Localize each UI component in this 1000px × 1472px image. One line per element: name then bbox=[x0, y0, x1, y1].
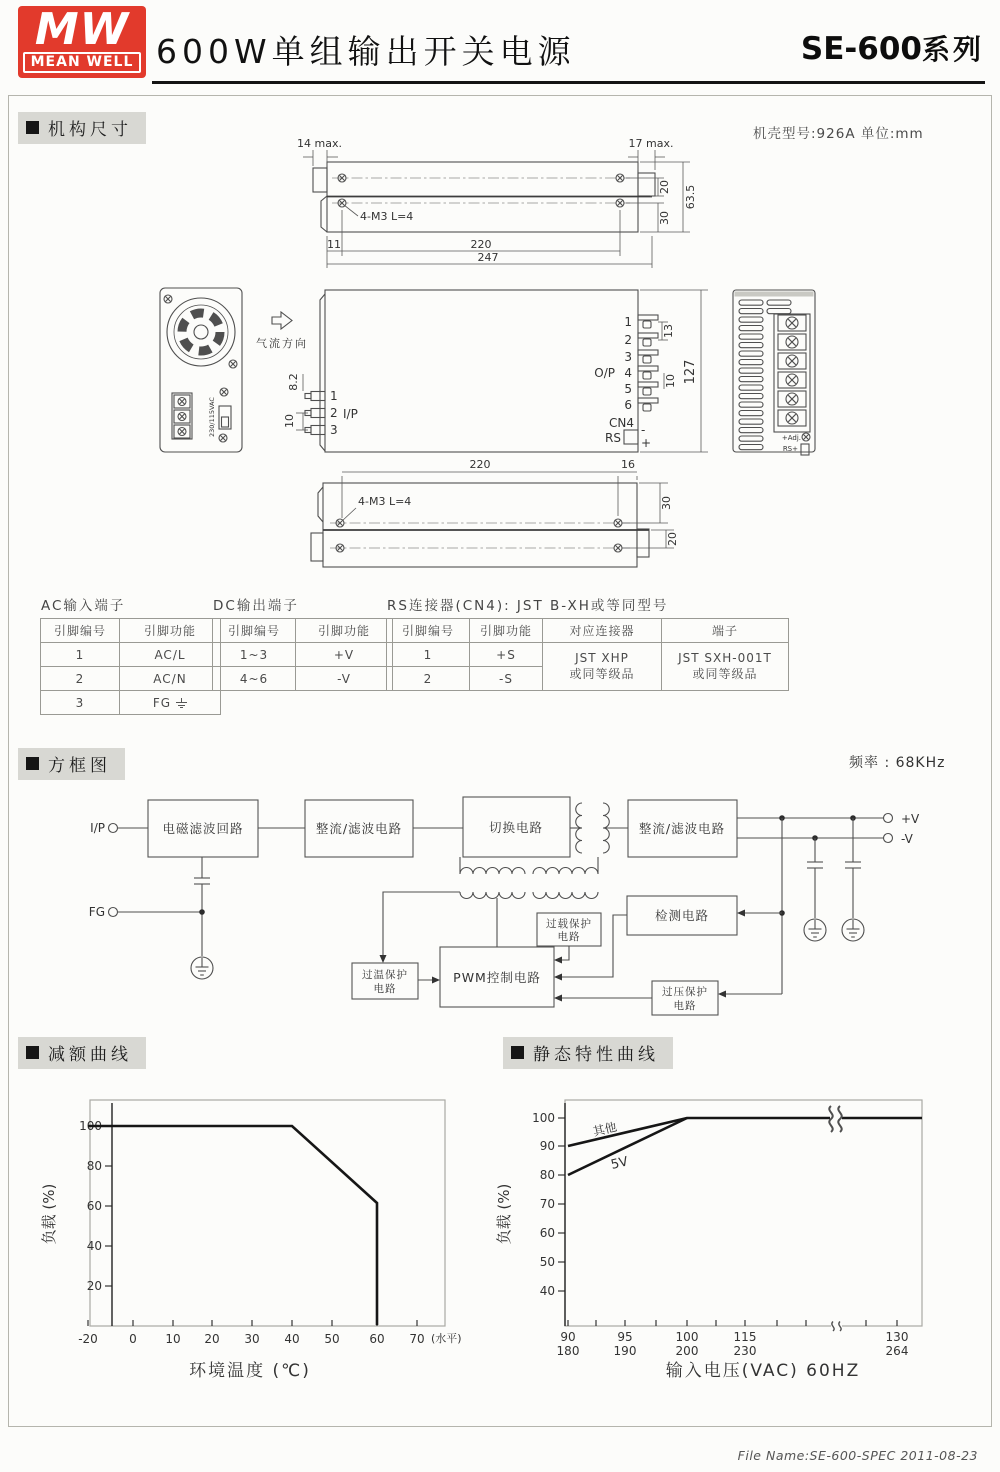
y-tick: 20 bbox=[86, 1279, 102, 1293]
rs-connector-table bbox=[386, 594, 789, 691]
dim-127: 127 bbox=[683, 359, 698, 385]
dim-30: 30 bbox=[658, 211, 671, 225]
y-tick: 50 bbox=[539, 1255, 555, 1269]
y-axis-label: 负载 (%) bbox=[495, 1183, 513, 1245]
screw-icon bbox=[219, 434, 227, 442]
screw-icon bbox=[614, 519, 622, 527]
section-square-icon bbox=[511, 1046, 524, 1059]
table-title: AC输入端子 bbox=[41, 598, 126, 614]
ac-input-table bbox=[40, 594, 221, 715]
dim-14max: 14 max. bbox=[297, 137, 342, 150]
table-title: RS连接器(CN4): JST B-XH或等同型号 bbox=[387, 598, 669, 614]
x-tick: 20 bbox=[204, 1332, 220, 1346]
ip-pin-2: 2 bbox=[330, 406, 338, 420]
airflow-annotation bbox=[256, 312, 308, 350]
title-underline bbox=[152, 81, 985, 84]
fg-capacitor-ground bbox=[191, 857, 213, 979]
transformer-icon bbox=[570, 803, 628, 853]
x-tick: 10 bbox=[165, 1332, 181, 1346]
x-tick-230: 180 bbox=[556, 1344, 580, 1358]
earth-ground-icon bbox=[842, 919, 864, 941]
x-tick-115: 130 bbox=[885, 1330, 909, 1344]
dim-17max: 17 max. bbox=[628, 137, 674, 150]
terminal-cell: JST SXH-001T 或同等级品 bbox=[662, 643, 789, 691]
derating-curve bbox=[88, 1126, 377, 1325]
y-tick: 40 bbox=[86, 1239, 102, 1253]
adj-label: +Adj. bbox=[781, 434, 801, 442]
vplus-label: +V bbox=[901, 812, 920, 826]
dim-11: 11 bbox=[327, 238, 341, 251]
screw-icon bbox=[164, 295, 172, 303]
screw-callout: 4-M3 L=4 bbox=[358, 495, 412, 508]
series-label-others: 其他 bbox=[591, 1119, 619, 1139]
table-row: 2 AC/N bbox=[41, 667, 221, 691]
block-label: 电路 bbox=[373, 983, 397, 995]
table-title: DC输出端子 bbox=[213, 598, 299, 614]
cn4-label: CN4 bbox=[609, 416, 634, 430]
file-name-footer: File Name:SE-600-SPEC 2011-08-23 bbox=[737, 1448, 978, 1463]
terminal-screw-icon bbox=[178, 428, 186, 436]
mechanical-drawing bbox=[0, 95, 1000, 595]
connector-cell: JST XHP 或同等级品 bbox=[543, 643, 662, 691]
col-header: 引脚功能 bbox=[296, 619, 393, 643]
series-suffix: 系列 bbox=[921, 33, 984, 66]
rs-minus: - bbox=[641, 423, 646, 437]
frequency-note: 频率 : 68KHz bbox=[849, 755, 946, 771]
dim-20: 20 bbox=[658, 180, 671, 194]
rectifier-filter-block-2 bbox=[628, 800, 737, 857]
rs-connector bbox=[624, 430, 638, 444]
section-title: 减额曲线 bbox=[48, 1045, 132, 1065]
ground-icon bbox=[176, 698, 187, 708]
screw-icon bbox=[220, 388, 228, 396]
static-curve-chart bbox=[495, 1100, 922, 1381]
ip-pin-1: 1 bbox=[330, 389, 338, 403]
dim-13: 13 bbox=[662, 324, 675, 338]
op-pin-4: 4 bbox=[624, 366, 632, 380]
ovp-block bbox=[652, 981, 718, 1015]
dim-63-5: 63.5 bbox=[684, 184, 697, 210]
y-tick: 80 bbox=[539, 1168, 555, 1182]
terminal-screw-icon bbox=[178, 413, 186, 421]
block-label: 电路 bbox=[557, 931, 581, 943]
block-label: 检测电路 bbox=[654, 908, 710, 923]
col-header: 引脚功能 bbox=[470, 619, 543, 643]
dim-8-2: 8.2 bbox=[287, 373, 300, 391]
emi-filter-block bbox=[148, 800, 258, 857]
op-pin-6: 6 bbox=[624, 398, 632, 412]
block-label: 过载保护 bbox=[546, 918, 592, 930]
series-label-5v: 5V bbox=[609, 1154, 630, 1173]
page-title: 600W单组输出开关电源 bbox=[156, 32, 576, 71]
rs-plus: + bbox=[641, 436, 652, 450]
dim-220-bottom: 220 bbox=[469, 458, 491, 471]
section-title: 方框图 bbox=[48, 756, 111, 776]
table-row: 1~3 +V bbox=[213, 643, 393, 667]
x-tick: -20 bbox=[78, 1332, 98, 1346]
x-tick: 70 bbox=[409, 1332, 425, 1346]
top-view bbox=[297, 137, 697, 268]
screw-callout: 4-M3 L=4 bbox=[360, 210, 414, 223]
section-title: 机构尺寸 bbox=[48, 120, 132, 140]
col-header: 引脚功能 bbox=[120, 619, 221, 643]
y-tick: 60 bbox=[86, 1199, 102, 1213]
x-tick-230: 190 bbox=[613, 1344, 637, 1358]
fan-side-view bbox=[160, 288, 242, 452]
dim-16: 16 bbox=[621, 458, 635, 471]
section-title: 静态特性曲线 bbox=[533, 1045, 659, 1065]
output-side-view bbox=[733, 290, 815, 455]
ip-pin-3: 3 bbox=[330, 423, 338, 437]
x-axis-label: 输入电压(VAC) 60HZ bbox=[665, 1361, 861, 1381]
switching-block bbox=[463, 797, 570, 857]
vminus-label: -V bbox=[901, 832, 913, 846]
table-row: 1 +S JST XHP 或同等级品 JST SXH-001T 或同等级品 bbox=[387, 643, 789, 667]
fg-terminal-label: FG bbox=[88, 905, 105, 919]
table-row: 4~6 -V bbox=[213, 667, 393, 691]
x-tick: 50 bbox=[324, 1332, 340, 1346]
x-tick-115: 115 bbox=[733, 1330, 757, 1344]
series-title bbox=[801, 28, 984, 68]
op-label: O/P bbox=[594, 366, 615, 380]
y-tick: 70 bbox=[539, 1197, 555, 1211]
table-row: 3 FG bbox=[41, 691, 221, 715]
y-tick: 90 bbox=[539, 1139, 555, 1153]
x-tick: 0 bbox=[129, 1332, 137, 1346]
block-diagram bbox=[0, 770, 1000, 1040]
front-view bbox=[283, 290, 708, 452]
y-axis-label: 负载 (%) bbox=[40, 1183, 58, 1245]
table-row: 2 -S bbox=[387, 667, 789, 691]
y-tick: 100 bbox=[79, 1119, 102, 1133]
y-tick: 60 bbox=[539, 1226, 555, 1240]
col-header: 对应连接器 bbox=[543, 619, 662, 643]
block-label: 整流/滤波电路 bbox=[638, 821, 726, 836]
bottom-view bbox=[311, 458, 679, 567]
dim-30-bottom: 30 bbox=[660, 496, 673, 510]
olp-block bbox=[537, 913, 601, 946]
earth-ground-icon bbox=[191, 957, 213, 979]
voltage-switch-label: 230/115VAC bbox=[208, 397, 216, 437]
x-axis-label: 环境温度 (℃) bbox=[189, 1361, 311, 1381]
col-header: 引脚编号 bbox=[41, 619, 120, 643]
ip-label: I/P bbox=[343, 407, 358, 421]
dim-220: 220 bbox=[470, 238, 492, 251]
charts bbox=[0, 1085, 1000, 1405]
screw-icon bbox=[616, 174, 624, 182]
x-tick: 30 bbox=[244, 1332, 260, 1346]
dim-10-left: 10 bbox=[283, 414, 296, 428]
block-label: 电路 bbox=[673, 1000, 697, 1012]
output-capacitor bbox=[804, 838, 826, 941]
dim-20-bottom: 20 bbox=[666, 532, 679, 546]
block-label: 过压保护 bbox=[662, 986, 708, 998]
block-label: PWM控制电路 bbox=[453, 970, 541, 985]
others-curve bbox=[568, 1118, 922, 1146]
airflow-label: 气流方向 bbox=[256, 337, 308, 350]
y-tick: 40 bbox=[539, 1284, 555, 1298]
block-label: 过温保护 bbox=[362, 969, 408, 981]
section-derating bbox=[18, 1037, 146, 1069]
series-code: SE-600 bbox=[800, 31, 922, 67]
y-tick: 80 bbox=[86, 1159, 102, 1173]
x-tick-230: 230 bbox=[733, 1344, 757, 1358]
y-tick: 100 bbox=[532, 1111, 555, 1125]
col-header: 引脚编号 bbox=[213, 619, 296, 643]
ip-terminal-label: I/P bbox=[90, 821, 105, 835]
section-static-curve bbox=[503, 1037, 673, 1069]
table-row: 1 AC/L bbox=[41, 643, 221, 667]
rs-label: RS bbox=[605, 431, 621, 445]
col-header: 端子 bbox=[662, 619, 789, 643]
dim-247: 247 bbox=[477, 251, 499, 264]
x-tick-230: 200 bbox=[675, 1344, 699, 1358]
col-header: 引脚编号 bbox=[387, 619, 470, 643]
x-tick: 40 bbox=[284, 1332, 300, 1346]
block-label: 电磁滤波回路 bbox=[162, 821, 244, 836]
screw-icon bbox=[616, 199, 624, 207]
x-tick-115: 100 bbox=[675, 1330, 699, 1344]
earth-ground-icon bbox=[804, 919, 826, 941]
screw-icon bbox=[614, 544, 622, 552]
block-label: 整流/滤波电路 bbox=[315, 821, 403, 836]
op-pins bbox=[638, 315, 658, 411]
op-pin-5: 5 bbox=[624, 382, 632, 396]
x-axis-suffix: (水平) bbox=[431, 1332, 462, 1345]
airflow-arrow-icon bbox=[272, 312, 292, 329]
x-tick-115: 90 bbox=[560, 1330, 576, 1344]
rs-plus-label: RS+ bbox=[782, 445, 798, 453]
otp-block bbox=[352, 963, 418, 999]
derating-chart bbox=[40, 1100, 462, 1381]
vent-slots bbox=[739, 300, 791, 450]
detection-block bbox=[627, 896, 737, 935]
x-tick: 60 bbox=[369, 1332, 385, 1346]
op-pin-1: 1 bbox=[624, 315, 632, 329]
section-square-icon bbox=[26, 1046, 39, 1059]
logo-brand-text: MEAN WELL bbox=[23, 52, 141, 73]
op-pin-2: 2 bbox=[624, 333, 632, 347]
dc-output-table bbox=[212, 594, 393, 691]
logo-mw-text: MW bbox=[34, 4, 130, 55]
case-note: 机壳型号:926A 单位:mm bbox=[753, 126, 924, 142]
fan-blades-icon bbox=[182, 313, 220, 351]
adjust-pot-icon bbox=[802, 433, 810, 441]
screw-icon bbox=[229, 360, 237, 368]
output-terminal-block bbox=[774, 314, 810, 432]
pwm-block bbox=[440, 947, 554, 1007]
meanwell-logo bbox=[18, 6, 146, 78]
section-square-icon bbox=[26, 757, 39, 770]
terminal-screw-icon bbox=[178, 398, 186, 406]
op-pin-3: 3 bbox=[624, 350, 632, 364]
rectifier-filter-block-1 bbox=[305, 800, 413, 857]
dim-10-right: 10 bbox=[664, 374, 677, 388]
block-label: 切换电路 bbox=[488, 820, 544, 835]
fg-text: FG bbox=[152, 695, 172, 710]
output-capacitor bbox=[842, 818, 864, 941]
aux-windings-icon bbox=[460, 857, 598, 899]
x-tick-230: 264 bbox=[885, 1344, 909, 1358]
x-tick-115: 95 bbox=[617, 1330, 633, 1344]
